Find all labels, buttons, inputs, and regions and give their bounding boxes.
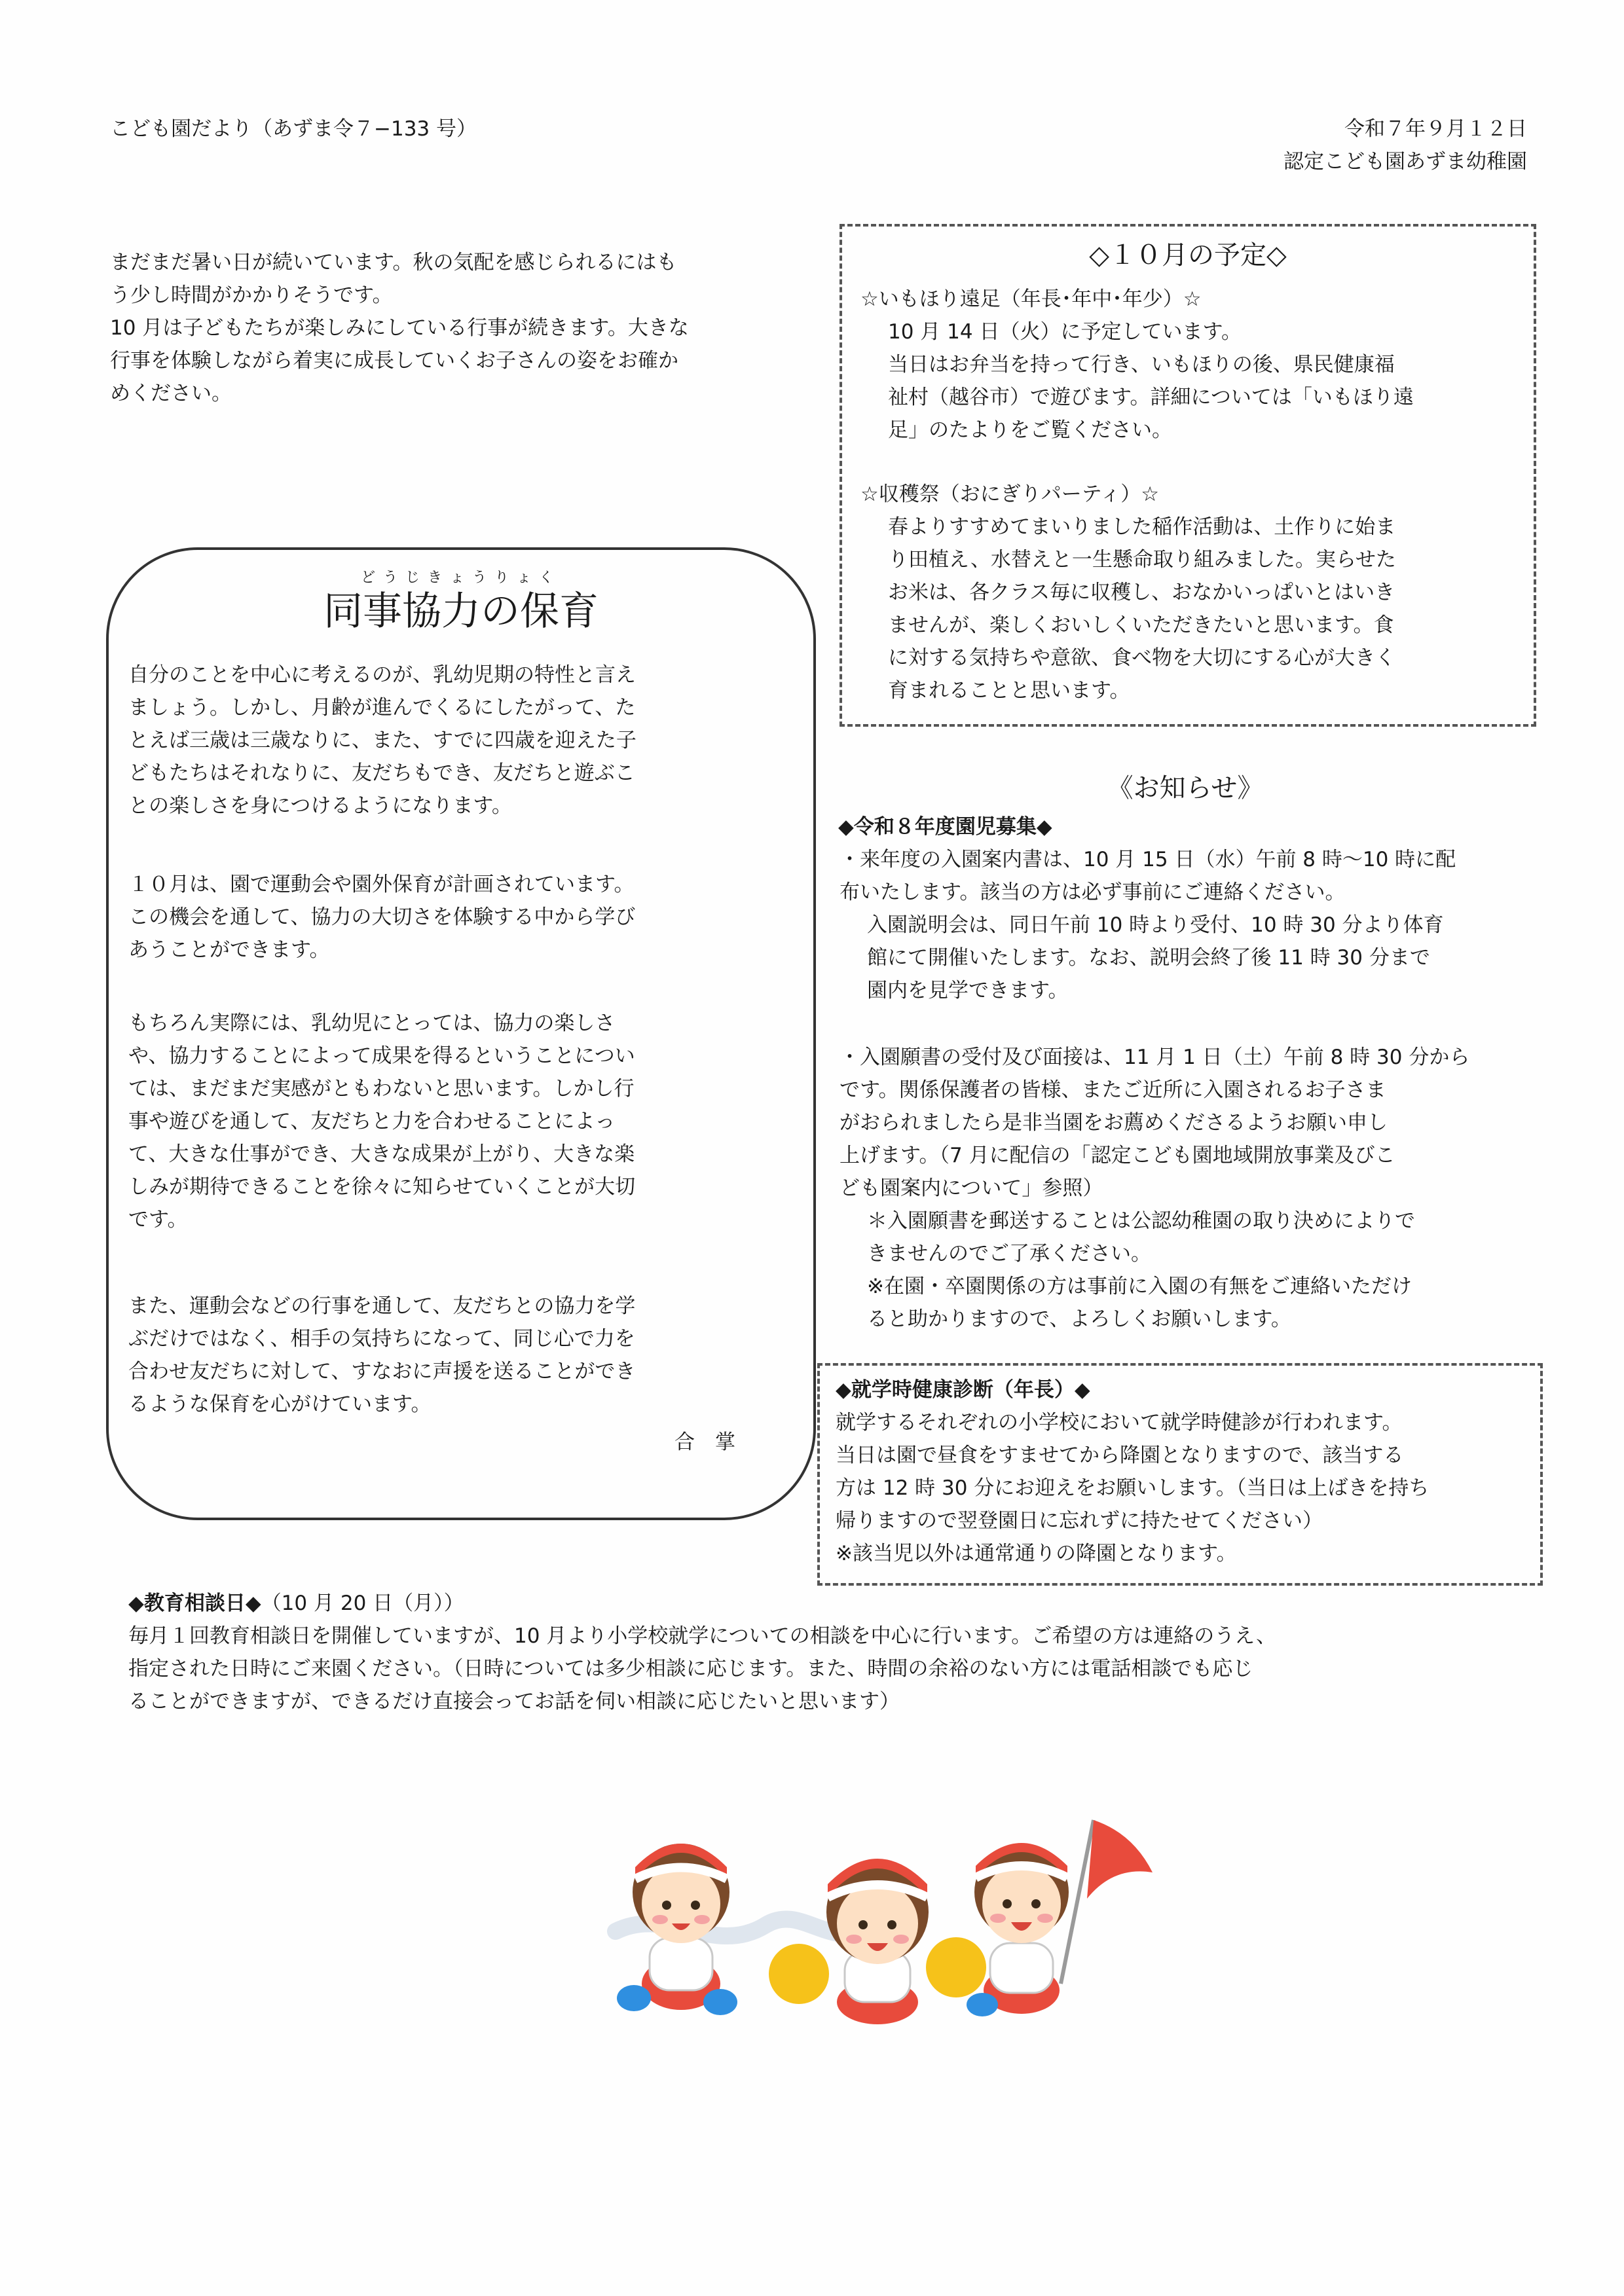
consult-heading-line xyxy=(128,1587,464,1620)
recruit-contact-note: ※在園・卒園関係の方は事前に入園の有無をご連絡いただけ ると助かりますので、よろしくお願いします。 xyxy=(867,1275,1412,1331)
schedule-title: ◇１０月の予定◇ xyxy=(1089,240,1287,270)
consult-date: （10 月 20 日（月）） xyxy=(261,1592,464,1615)
recruit-mail-note: ＊入園願書を郵送することは公認幼稚園の取り決めによりで きませんのでご了承ください。 xyxy=(867,1209,1415,1266)
recruit-heading: ◆令和８年度園児募集◆ xyxy=(838,815,1052,839)
imohori-body: 10 月 14 日（火）に予定しています。 当日はお弁当を持って行き、いもほりの後、県民健康福 祉村（越谷市）で遊びます。詳細については「いもほり遠 足」のたよりをご覧ください。 xyxy=(888,320,1414,442)
newsletter-issue: こども園だより（あずま令７−133 号） xyxy=(110,117,477,141)
cooperation-paragraph-3: もちろん実際には、乳幼児にとっては、協力の楽しさ や、協力することによって成果を得るということについ ては、まだまだ実感がともわないと思います。しかし行 事や遊びを通して、友だちと力を合わせることによっ て、大きな仕事ができ、大きな成果が上がり、大きな楽 しみが期待できることを徐々に知らせていくことが大切 です。 xyxy=(128,1011,636,1231)
recruit-briefing: 入園説明会は、同日午前 10 時より受付、10 時 30 分より体育 館にて開催いたします。なお、説明会終了後 11 時 30 分まで 園内を見学できます。 xyxy=(867,913,1444,1002)
organization-name: 認定こども園あずま幼稚園 xyxy=(1283,150,1527,173)
imohori-heading: ☆いもほり遠足（年長･年中･年少）☆ xyxy=(860,287,1202,311)
cooperation-paragraph-1: 自分のことを中心に考えるのが、乳幼児期の特性と言え ましょう。しかし、月齢が進んでくるにしたがって、た とえば三歳は三歳なりに、また、すでに四歳を迎えた子 どもたちはそれなりに、友だちもでき、友だちと遊ぶこ との楽しさを身につけるようになります。 xyxy=(128,663,637,818)
cooperation-title: 同事協力の保育 xyxy=(323,589,599,634)
recruit-application: ・入園願書の受付及び面接は、11 月 1 日（土）午前 8 時 30 分から です。関係保護者の皆様、またご近所に入園されるお子さま がおられましたら是非当園をお薦めくださるようお願い申し 上げます。（7 月に配信の「認定こども園地域開放事業及びこ ども園案内について」参照） xyxy=(840,1046,1470,1200)
checkup-heading: ◆就学時健康診断（年長）◆ xyxy=(836,1378,1090,1402)
cheering-children-illustration xyxy=(589,1794,1166,2030)
child-right-figure xyxy=(967,1820,1153,2016)
closing-gassho: 合 掌 xyxy=(674,1430,735,1454)
notices-title: 《お知らせ》 xyxy=(1107,773,1264,803)
cooperation-paragraph-2: １０月は、園で運動会や園外保育が計画されています。 この機会を通して、協力の大切さを体験する中から学び あうことができます。 xyxy=(128,873,636,962)
recruit-guide: ・来年度の入園案内書は、10 月 15 日（水）午前 8 時〜10 時に配 布いたします。該当の方は必ず事前にご連絡ください。 xyxy=(840,848,1456,904)
cooperation-paragraph-4: また、運動会などの行事を通して、友だちとの協力を学 ぶだけではなく、相手の気持ちになって、同じ心で力を 合わせ友だちに対して、すなおに声援を送ることができ るような保育を心がけています。 xyxy=(128,1294,636,1416)
intro-text: まだまだ暑い日が続いています。秋の気配を感じられるにはも う少し時間がかかりそうです。 10 月は子どもたちが楽しみにしている行事が続きます。大きな 行事を体験しながら着実に成長していくお子さんの姿をお確か めください。 xyxy=(110,251,689,405)
child-middle-figure xyxy=(769,1859,986,2024)
consult-body: 毎月１回教育相談日を開催していますが、10 月より小学校就学についての相談を中心に行います。ご希望の方は連絡のうえ、 指定された日時にご来園ください。（日時については多少相談に応じます。また、時間の余裕のない方には電話相談でも応じ ることができますが、できるだけ直接会ってお話を伺い相談に応じたいと思います） xyxy=(128,1624,1277,1713)
checkup-body: 就学するそれぞれの小学校において就学時健診が行われます。 当日は園で昼食をすませてから降園となりますので、該当する 方は 12 時 30 分にお迎えをお願いします。（当日は上ばきを持ち 帰りますので翌登園日に忘れずに持たせてください） ※該当児以外は通常通りの降園となります。 xyxy=(836,1411,1430,1565)
consult-heading: ◆教育相談日◆ xyxy=(128,1592,261,1615)
issue-date: 令和７年９月１２日 xyxy=(1344,117,1527,141)
harvest-body: 春よりすすめてまいりました稲作活動は、土作りに始ま り田植え、水替えと一生懸命取り組みました。実らせた お米は、各クラス毎に収穫し、おなかいっぱいとはいき ませんが、楽しくおいしくいただきたいと思います。食 に対する気持ちや意欲、食べ物を大切にする心が大きく 育まれることと思います。 xyxy=(888,515,1396,702)
harvest-heading: ☆収穫祭（おにぎりパーティ）☆ xyxy=(860,483,1160,506)
title-ruby: どうじきょうりょく xyxy=(360,570,561,586)
